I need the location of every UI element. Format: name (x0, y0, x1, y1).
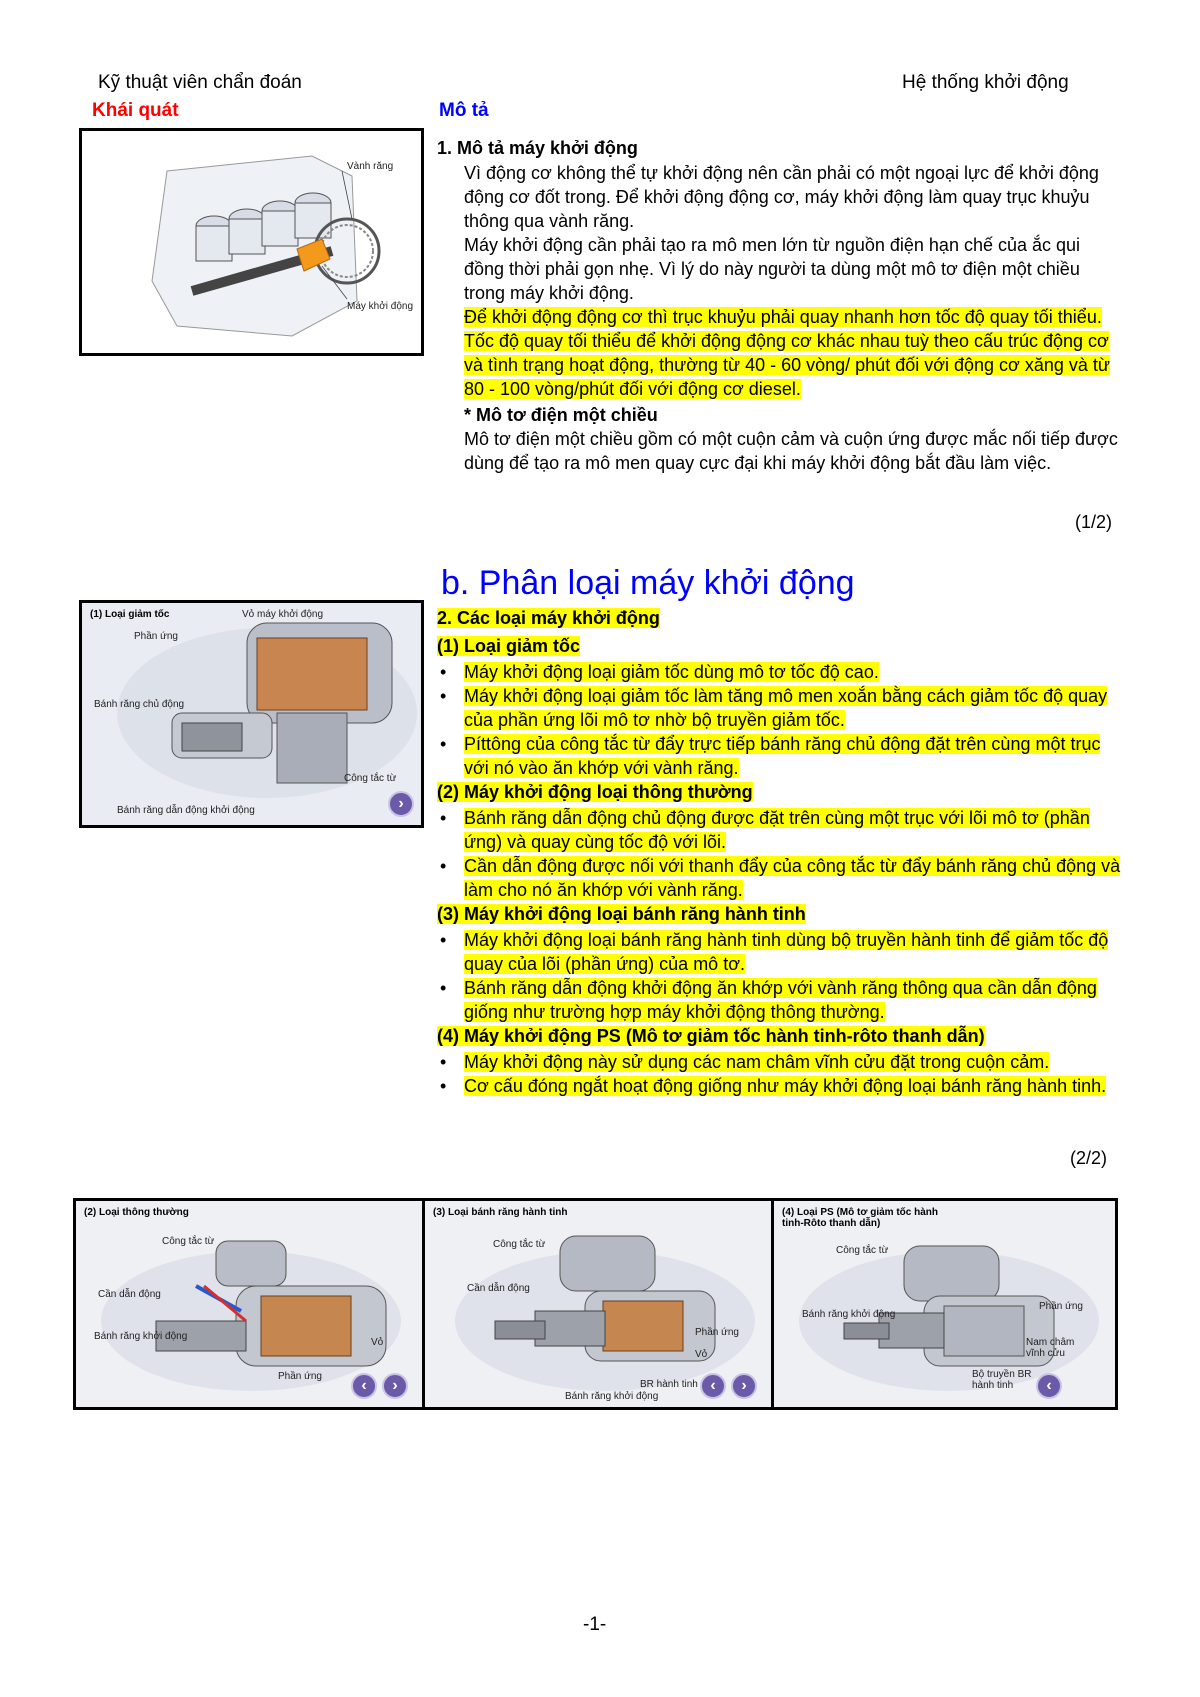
group3-title: (3) Máy khởi động loại bánh răng hành tinh (437, 904, 806, 924)
reduction-label-armature: Phần ứng (134, 631, 178, 642)
ps-label-magnet: Nam châm vĩnh cửu (1026, 1337, 1075, 1359)
section1-paragraph-2: Máy khởi động cần phải tạo ra mô men lớn từ nguồn điện hạn chế của ắc qui đồng thời phải gọn nhẹ. Vì lý do này người ta dùng một mô tơ điện một chiều trong máy khởi động. (464, 235, 1081, 303)
planetary-starter-figure (425, 1201, 771, 1407)
reduction-starter-caption: (1) Loại giảm tốc (90, 609, 170, 620)
section1-paragraph-3 (464, 305, 1120, 401)
list-item: • Máy khởi động loại giảm tốc làm tăng mô men xoắn bằng cách giảm tốc độ quay của phần ứng lõi mô tơ nhờ bộ truyền giảm tốc. (437, 684, 1127, 732)
header-left: Kỹ thuật viên chẩn đoán (98, 72, 302, 93)
engine-figure (79, 128, 424, 356)
conventional-label-armature: Phần ứng (278, 1371, 322, 1382)
next-button[interactable]: › (731, 1373, 757, 1399)
engine-label-ring-gear: Vành răng (347, 161, 394, 172)
list-item: • Máy khởi động loại bánh răng hành tinh dùng bộ truyền hành tinh để giảm tốc độ quay của lõi (phần ứng) của mô tơ. (437, 928, 1127, 976)
group1-list (437, 660, 1127, 780)
conventional-label-housing: Vỏ (371, 1337, 384, 1348)
reduction-label-drive-gear: Bánh răng chủ động (94, 699, 185, 710)
planetary-label-housing: Vỏ (695, 1349, 708, 1360)
planetary-label-lever: Cần dẫn động (467, 1283, 530, 1294)
section2-heading: 2. Các loại máy khởi động (437, 608, 660, 628)
list-item: • Cần dẫn động được nối với thanh đẩy của công tắc từ đẩy bánh răng chủ động và làm cho nó ăn khớp với vành răng. (437, 854, 1127, 902)
ps-starter-figure (774, 1201, 1115, 1407)
group1-title: (1) Loại giảm tốc (437, 636, 581, 656)
list-item: • Bánh răng dẫn động khởi động ăn khớp với vành răng thông qua cần dẫn động giống như trường hợp máy khởi động thông thường. (437, 976, 1127, 1024)
list-item: • Máy khởi động này sử dụng các nam châm vĩnh cửu đặt trong cuộn cảm. (437, 1050, 1127, 1074)
page-indicator-1: (1/2) (1075, 512, 1113, 532)
page-indicator-2: (2/2) (1070, 1148, 1108, 1168)
next-button[interactable]: › (388, 791, 414, 817)
group2-title: (2) Máy khởi động loại thông thường (437, 782, 753, 802)
ps-label-planet-gear: Bộ truyền BR hành tinh (972, 1369, 1032, 1391)
conventional-label-pinion: Bánh răng khởi động (94, 1331, 188, 1342)
conventional-starter-figure (76, 1201, 422, 1407)
header-right: Hệ thống khởi động (902, 72, 1069, 93)
ps-label-armature: Phần ứng (1039, 1301, 1083, 1312)
list-item: • Máy khởi động loại giảm tốc dùng mô tơ tốc độ cao. (437, 660, 1127, 684)
section1-paragraph-4: Mô tơ điện một chiều gồm có một cuộn cảm và cuộn ứng được mắc nối tiếp được dùng để tạo ra mô men quay cực đại khi máy khởi động bắt đầu làm việc. (464, 429, 1118, 473)
reduction-starter-figure (79, 600, 424, 828)
list-item: • Cơ cấu đóng ngắt hoạt động giống như máy khởi động loại bánh răng hành tinh. (437, 1074, 1127, 1098)
conventional-label-solenoid: Công tắc từ (162, 1236, 215, 1247)
planetary-label-armature: Phần ứng (695, 1327, 739, 1338)
reduction-label-solenoid: Công tắc từ (344, 773, 397, 784)
bottom-figures-strip (73, 1198, 1118, 1410)
conventional-caption: (2) Loại thông thường (84, 1207, 189, 1218)
planetary-caption: (3) Loại bánh răng hành tinh (433, 1207, 568, 1218)
reduction-starter-illustration (82, 603, 421, 825)
ps-caption: (4) Loại PS (Mô tơ giảm tốc hành tinh-Rôto thanh dẫn) (782, 1207, 939, 1229)
list-item: • Píttông của công tắc từ đẩy trực tiếp bánh răng chủ động đặt trên cùng một trục với nó vào ăn khớp với vành răng. (437, 732, 1127, 780)
page-number: -1- (583, 1614, 607, 1635)
ps-label-pinion: Bánh răng khởi động (802, 1309, 896, 1320)
section1-paragraph-1: Vì động cơ không thể tự khởi động nên cần phải có một ngoại lực để khởi động động cơ đốt trong. Để khởi động động cơ, máy khởi động làm quay trục khuỷu thông qua vành răng. (464, 163, 1099, 231)
section-label-description: Mô tả (439, 100, 489, 121)
prev-button[interactable]: ‹ (700, 1373, 726, 1399)
group3-list (437, 928, 1127, 1024)
engine-label-starter: Máy khởi động (347, 301, 414, 312)
section1-subheading: * Mô tơ điện một chiều (464, 405, 658, 425)
group4-title: (4) Máy khởi động PS (Mô tơ giảm tốc hành tinh-rôto thanh dẫn) (437, 1026, 985, 1046)
prev-button[interactable]: ‹ (1036, 1373, 1062, 1399)
section1-heading: 1. Mô tả máy khởi động (437, 138, 638, 158)
section1-body (464, 161, 1120, 475)
reduction-label-pinion: Bánh răng dẫn động khởi động (117, 805, 255, 816)
group2-list (437, 806, 1127, 902)
section1-highlight: Để khởi động động cơ thì trục khuỷu phải quay nhanh hơn tốc độ quay tối thiểu. Tốc độ quay tối thiểu để khởi động động cơ khác nhau tuỳ theo cấu trúc động cơ và tình trạng hoạt động, thường từ 40 - 60 vòng/ phút đối với động cơ xăng và từ 80 - 100 vòng/phút đối với động cơ diesel. (464, 307, 1110, 399)
planetary-label-solenoid: Công tắc từ (493, 1239, 546, 1250)
section2-title: b. Phân loại máy khởi động (441, 564, 855, 602)
planetary-label-pinion: Bánh răng khởi động (565, 1391, 659, 1402)
section-label-overview: Khái quát (92, 100, 179, 121)
section2-body (437, 606, 1127, 1098)
reduction-label-housing: Vỏ máy khởi động (242, 609, 324, 620)
list-item: • Bánh răng dẫn động chủ động được đặt trên cùng một trục với lõi mô tơ (phần ứng) và quay cùng tốc độ với lõi. (437, 806, 1127, 854)
ps-label-solenoid: Công tắc từ (836, 1245, 889, 1256)
next-button[interactable]: › (382, 1373, 408, 1399)
planetary-label-planet-gear: BR hành tinh (640, 1379, 698, 1390)
group4-list (437, 1050, 1127, 1098)
conventional-label-lever: Cần dẫn động (98, 1289, 161, 1300)
prev-button[interactable]: ‹ (351, 1373, 377, 1399)
